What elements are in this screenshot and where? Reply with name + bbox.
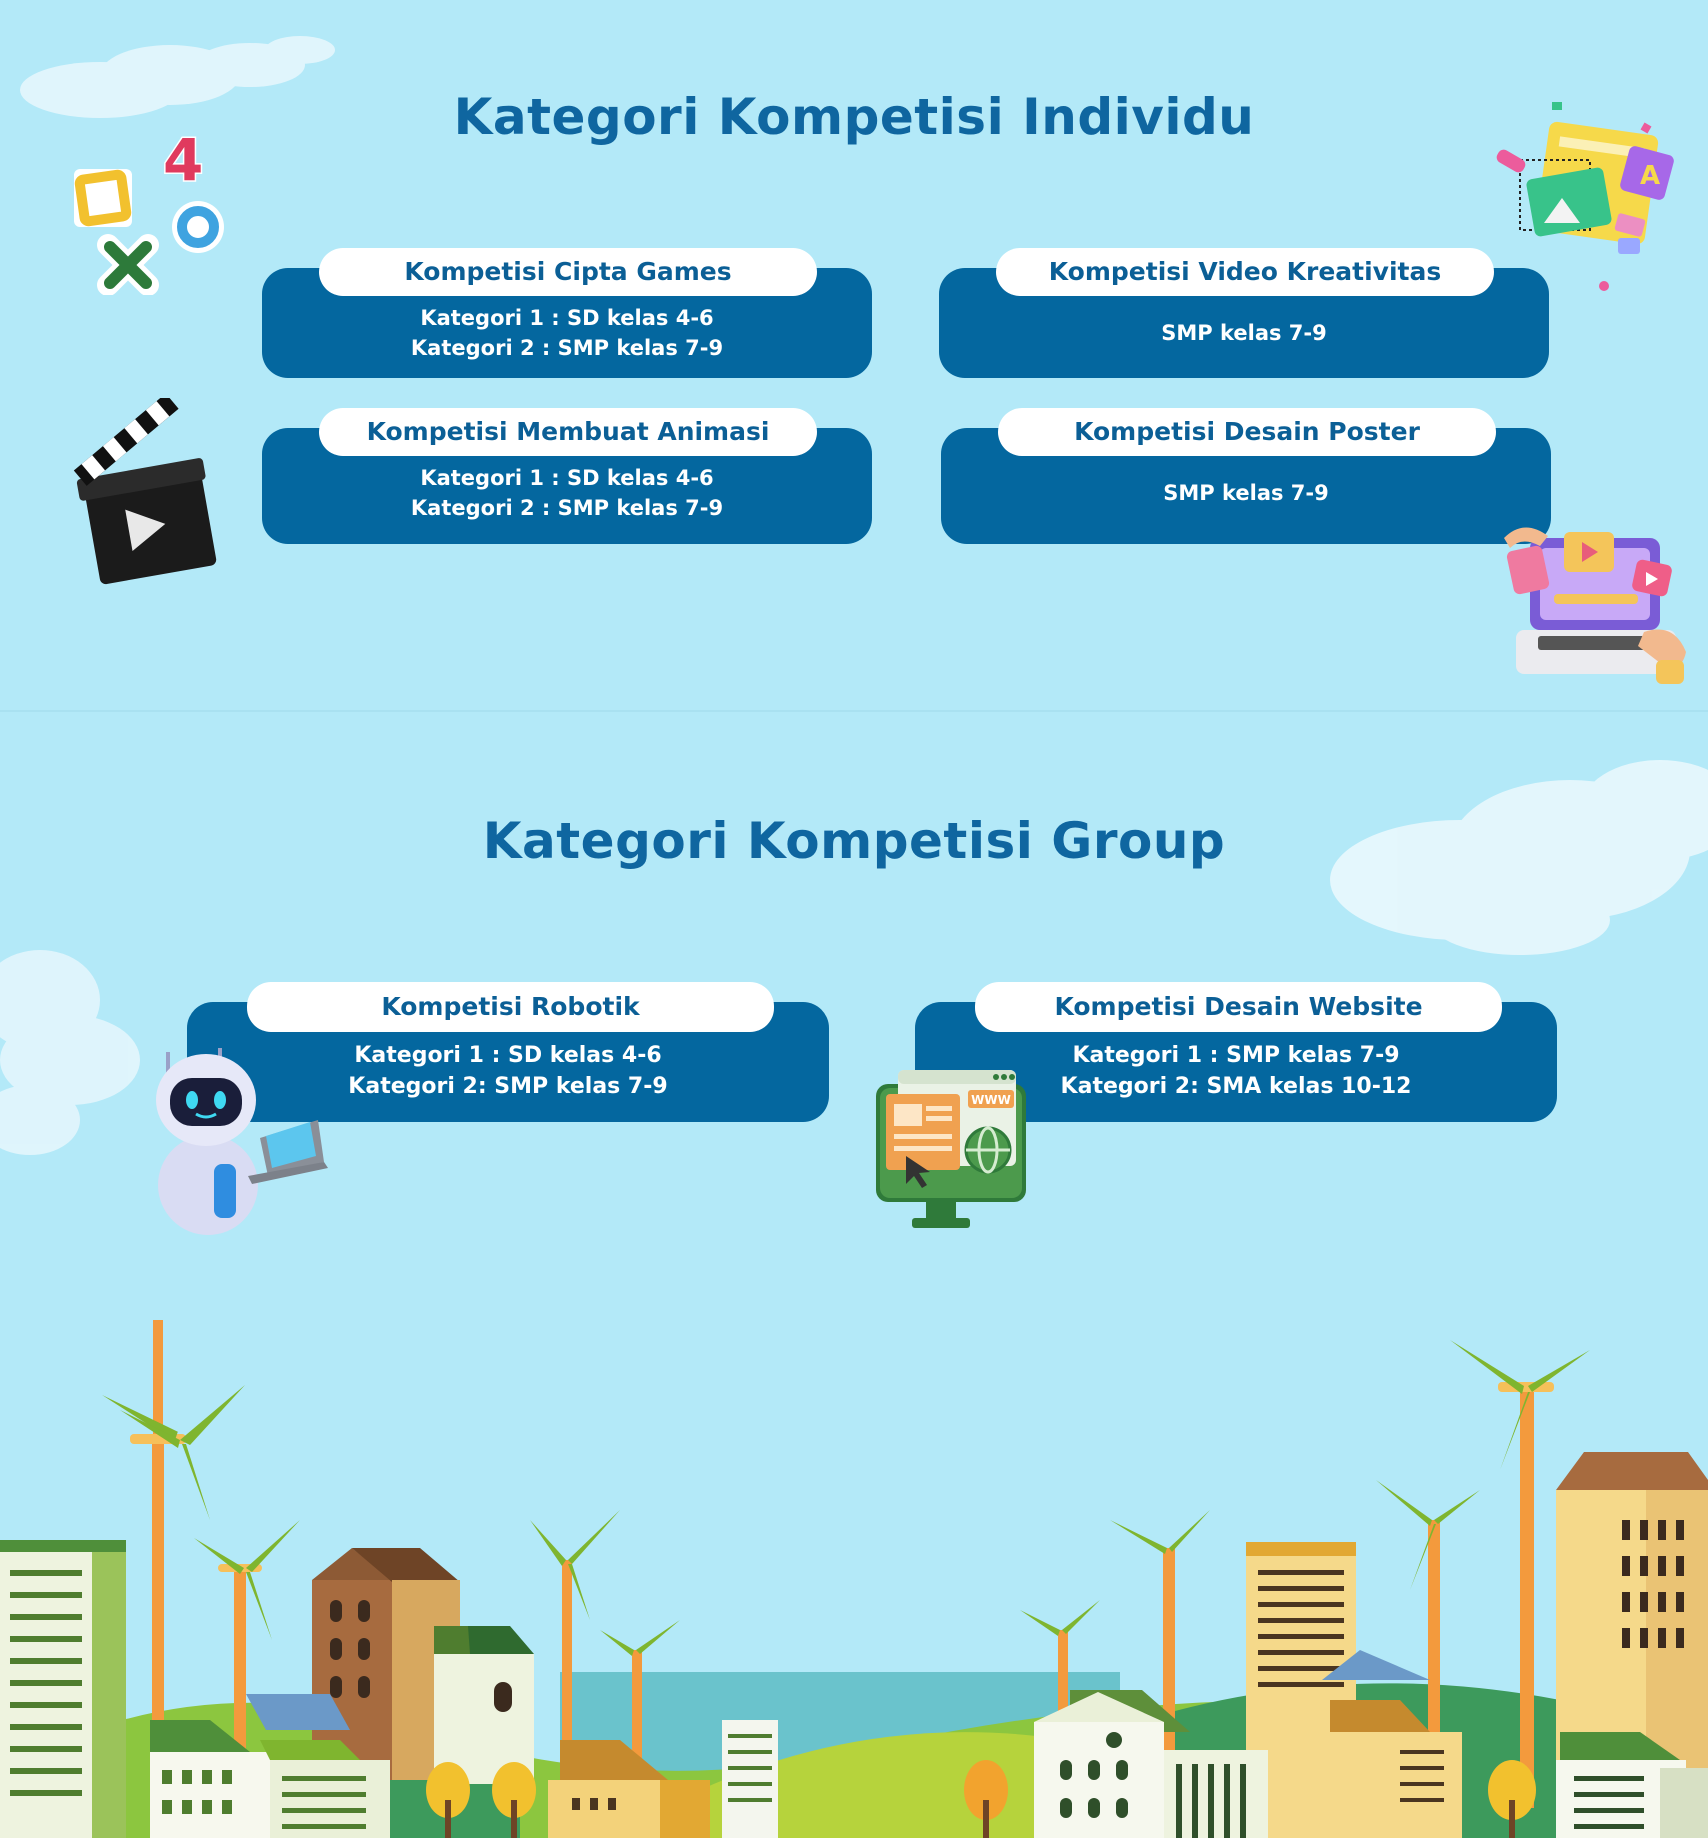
card-line: Kategori 2 : SMP kelas 7-9 [410,336,724,360]
card-line: Kategori 1 : SD kelas 4-6 [420,306,714,330]
card-line: Kategori 2: SMP kelas 7-9 [348,1074,668,1099]
city-landscape-illustration [0,1320,1708,1838]
card-cipta-games [262,257,872,378]
section-divider [0,710,1708,712]
card-title: Kompetisi Desain Poster [998,408,1496,456]
card-line: Kategori 2: SMA kelas 10-12 [1060,1074,1412,1099]
individual-heading: Kategori Kompetisi Individu [453,88,1255,146]
design-tools-icon [1492,98,1692,298]
card-title: Kompetisi Video Kreativitas [996,248,1494,296]
cloud-left [0,920,150,1170]
card-desain-poster [941,417,1551,544]
card-line: Kategori 1 : SD kelas 4-6 [354,1043,662,1068]
card-video-kreativitas [939,257,1549,378]
card-line: Kategori 2 : SMP kelas 7-9 [410,496,724,520]
website-monitor-icon [872,1064,1032,1234]
group-heading: Kategori Kompetisi Group [482,812,1226,870]
game-symbols-icon [68,125,238,295]
card-line: Kategori 1 : SD kelas 4-6 [420,466,714,490]
card-line: SMP kelas 7-9 [1161,321,1327,345]
card-title: Kompetisi Cipta Games [319,248,817,296]
svg-text:A: A [1640,161,1661,191]
card-title: Kompetisi Robotik [247,982,774,1032]
card-line: Kategori 1 : SMP kelas 7-9 [1072,1043,1400,1068]
laptop-video-icon [1494,502,1694,694]
card-title: Kompetisi Membuat Animasi [319,408,817,456]
robot-icon [148,1040,328,1240]
svg-text:4: 4 [163,126,204,194]
clapperboard-icon [72,398,222,588]
card-title: Kompetisi Desain Website [975,982,1502,1032]
card-line: SMP kelas 7-9 [1163,481,1329,505]
card-membuat-animasi [262,417,872,544]
svg-text:WWW: WWW [971,1093,1011,1107]
